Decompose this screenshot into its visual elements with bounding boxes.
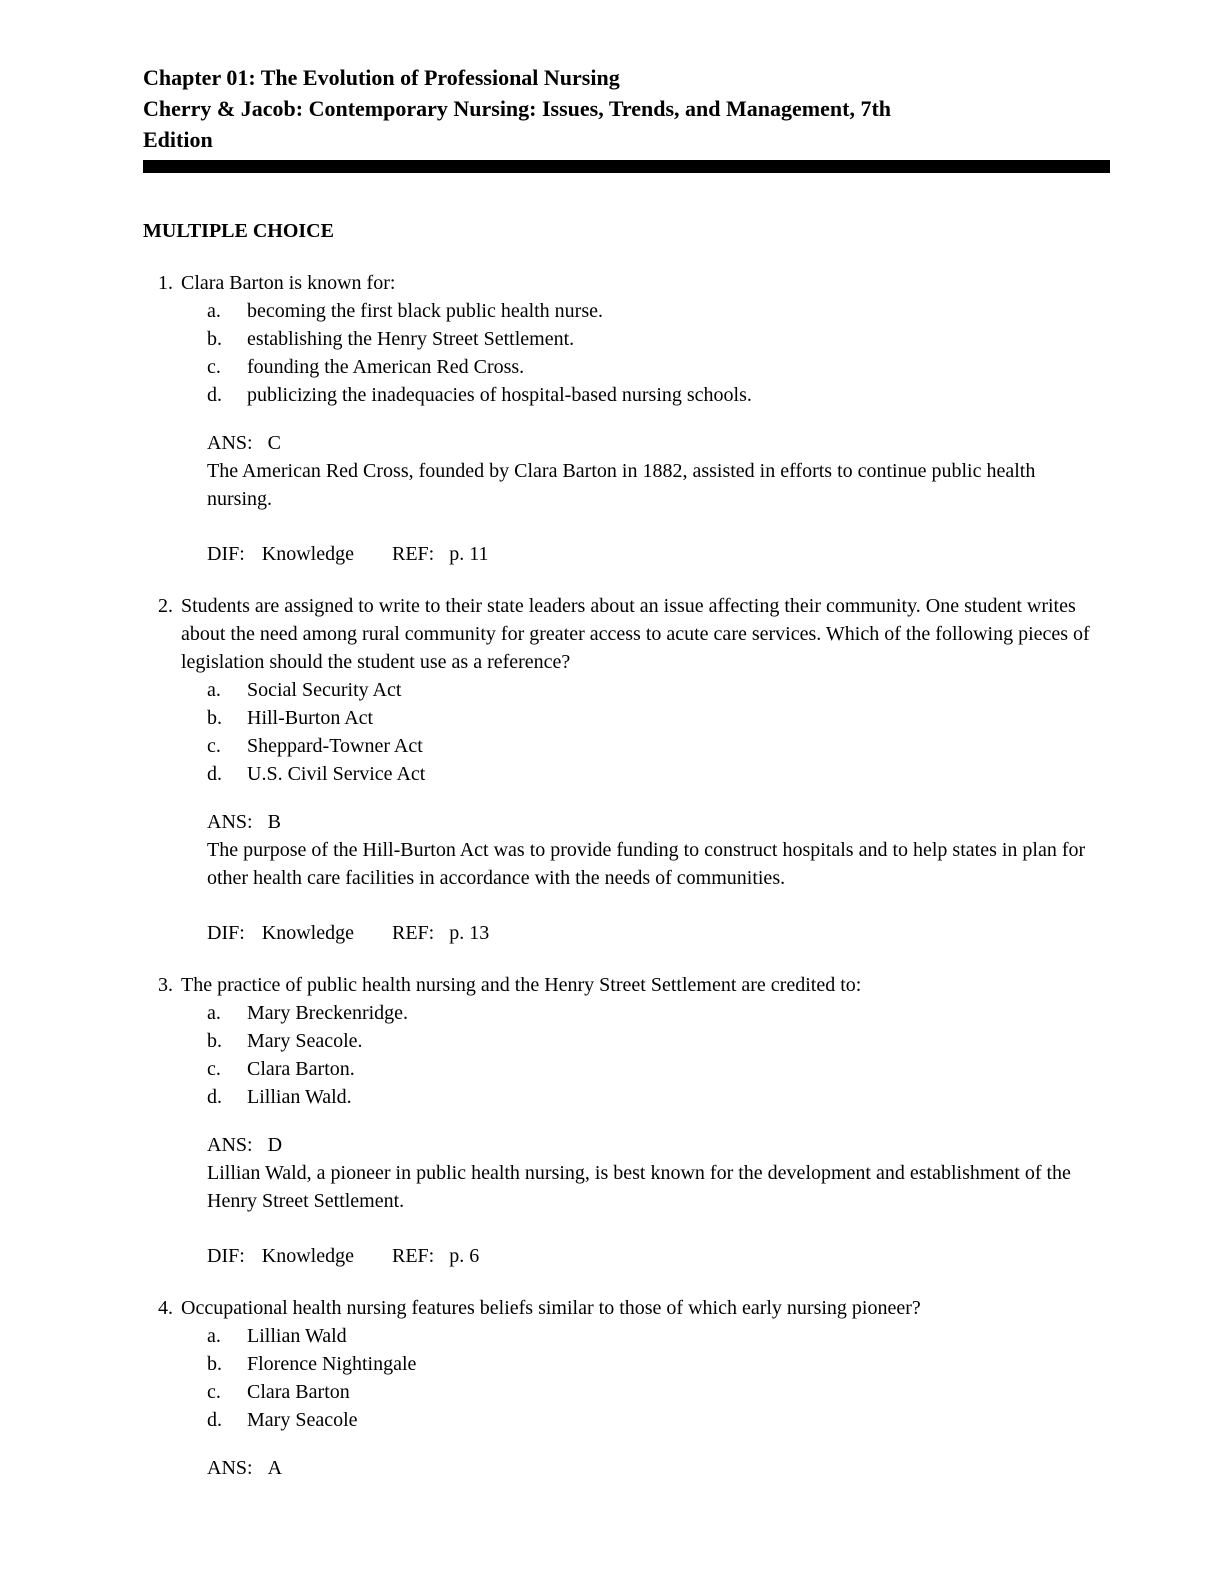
- ref-label: REF:: [392, 1245, 435, 1267]
- ref-value: p. 11: [449, 543, 489, 565]
- answer-option-c: [207, 1378, 1110, 1406]
- option-text: Social Security Act: [247, 679, 402, 701]
- option-letter: b.: [207, 328, 222, 350]
- answer-letter: D: [267, 1134, 283, 1156]
- answer-option-b: [207, 325, 1110, 353]
- answer-option-d: [207, 1406, 1110, 1434]
- option-letter: a.: [207, 1002, 221, 1024]
- option-letter: d.: [207, 1409, 222, 1431]
- option-text: becoming the first black public health nurse.: [247, 300, 604, 322]
- option-text: Mary Breckenridge.: [247, 1002, 409, 1024]
- answer-option-c: [207, 353, 1110, 381]
- rationale: The American Red Cross, founded by Clara Barton in 1882, assisted in efforts to continue public health nursing.: [207, 460, 1036, 510]
- option-letter: d.: [207, 763, 222, 785]
- question-2: [143, 592, 1110, 947]
- section-heading: MULTIPLE CHOICE: [143, 220, 334, 242]
- answer-option-a: [207, 999, 1110, 1027]
- option-text: Hill-Burton Act: [247, 707, 374, 729]
- header-rule: [143, 160, 1110, 173]
- option-text: Mary Seacole.: [247, 1030, 363, 1052]
- dif-label: DIF:: [207, 922, 245, 944]
- option-letter: b.: [207, 1030, 222, 1052]
- answer-block: [207, 429, 1110, 568]
- question-body: [181, 269, 1110, 568]
- dif-ref-line: [207, 1242, 1110, 1270]
- option-text: U.S. Civil Service Act: [247, 763, 426, 785]
- ref-label: REF:: [392, 543, 435, 565]
- document-header: [143, 62, 1110, 173]
- answer-option-a: [207, 1322, 1110, 1350]
- option-letter: a.: [207, 1325, 221, 1347]
- option-letter: c.: [207, 1381, 221, 1403]
- rationale: Lillian Wald, a pioneer in public health nursing, is best known for the development and establishment of the Henry Street Settlement.: [207, 1162, 1071, 1212]
- option-letter: a.: [207, 679, 221, 701]
- answer-letter: B: [267, 811, 281, 833]
- dif-ref-line: [207, 919, 1110, 947]
- options-list: [207, 297, 1110, 409]
- option-text: Clara Barton.: [247, 1058, 355, 1080]
- dif-value: Knowledge: [261, 922, 354, 944]
- dif-value: Knowledge: [261, 1245, 354, 1267]
- question-1: [143, 269, 1110, 568]
- answer-option-c: [207, 732, 1110, 760]
- answer-line: [207, 1454, 1110, 1482]
- dif-label: DIF:: [207, 1245, 245, 1267]
- question-number: 1.: [158, 272, 173, 294]
- answer-option-a: [207, 297, 1110, 325]
- option-letter: d.: [207, 384, 222, 406]
- question-stem: Occupational health nursing features beliefs similar to those of which early nursing pioneer?: [181, 1297, 921, 1319]
- answer-option-b: [207, 1350, 1110, 1378]
- option-letter: c.: [207, 356, 221, 378]
- question-body: [181, 971, 1110, 1270]
- dif-value: Knowledge: [261, 543, 354, 565]
- options-list: [207, 676, 1110, 788]
- question-stem: Clara Barton is known for:: [181, 272, 396, 294]
- option-text: Sheppard-Towner Act: [247, 735, 423, 757]
- option-text: Mary Seacole: [247, 1409, 358, 1431]
- ref-value: p. 13: [449, 922, 490, 944]
- dif-label: DIF:: [207, 543, 245, 565]
- answer-block: [207, 1454, 1110, 1482]
- option-text: founding the American Red Cross.: [247, 356, 525, 378]
- question-stem: Students are assigned to write to their state leaders about an issue affecting their community. One student writes about the need among rural community for greater access to acute care services. Which of the following pieces of legislation should the student use as a reference?: [181, 595, 1090, 673]
- option-letter: d.: [207, 1086, 222, 1108]
- option-text: Clara Barton: [247, 1381, 350, 1403]
- option-text: Florence Nightingale: [247, 1353, 417, 1375]
- ans-label: ANS:: [207, 432, 253, 454]
- question-4: [143, 1294, 1110, 1482]
- options-list: [207, 1322, 1110, 1434]
- option-text: Lillian Wald.: [247, 1086, 352, 1108]
- chapter-title: Chapter 01: The Evolution of Professional Nursing: [143, 65, 620, 90]
- answer-option-b: [207, 1027, 1110, 1055]
- answer-line: [207, 808, 1110, 836]
- answer-block: [207, 808, 1110, 947]
- option-letter: b.: [207, 707, 222, 729]
- option-text: publicizing the inadequacies of hospital-based nursing schools.: [247, 384, 752, 406]
- answer-option-d: [207, 1083, 1110, 1111]
- answer-line: [207, 1131, 1110, 1159]
- question-body: [181, 1294, 1110, 1482]
- option-text: Lillian Wald: [247, 1325, 347, 1347]
- option-letter: a.: [207, 300, 221, 322]
- option-text: establishing the Henry Street Settlement.: [247, 328, 575, 350]
- answer-block: [207, 1131, 1110, 1270]
- answer-letter: A: [267, 1457, 283, 1479]
- answer-line: [207, 429, 1110, 457]
- answer-option-d: [207, 760, 1110, 788]
- options-list: [207, 999, 1110, 1111]
- question-3: [143, 971, 1110, 1270]
- book-title: Cherry & Jacob: Contemporary Nursing: Issues, Trends, and Management, 7th: [143, 96, 891, 121]
- option-letter: b.: [207, 1353, 222, 1375]
- question-stem: The practice of public health nursing and the Henry Street Settlement are credited to:: [181, 974, 862, 996]
- dif-ref-line: [207, 540, 1110, 568]
- question-number: 3.: [158, 974, 173, 996]
- ref-label: REF:: [392, 922, 435, 944]
- ref-value: p. 6: [449, 1245, 480, 1267]
- question-number: 4.: [158, 1297, 173, 1319]
- edition-line: Edition: [143, 127, 213, 152]
- answer-option-b: [207, 704, 1110, 732]
- ans-label: ANS:: [207, 1134, 253, 1156]
- answer-letter: C: [267, 432, 281, 454]
- question-list: [143, 269, 1110, 1482]
- answer-option-c: [207, 1055, 1110, 1083]
- question-body: [181, 592, 1110, 947]
- option-letter: c.: [207, 1058, 221, 1080]
- rationale: The purpose of the Hill-Burton Act was to provide funding to construct hospitals and to help states in plan for other health care facilities in accordance with the needs of communities.: [207, 839, 1086, 889]
- ans-label: ANS:: [207, 1457, 253, 1479]
- option-letter: c.: [207, 735, 221, 757]
- answer-option-a: [207, 676, 1110, 704]
- question-number: 2.: [158, 595, 173, 617]
- ans-label: ANS:: [207, 811, 253, 833]
- answer-option-d: [207, 381, 1110, 409]
